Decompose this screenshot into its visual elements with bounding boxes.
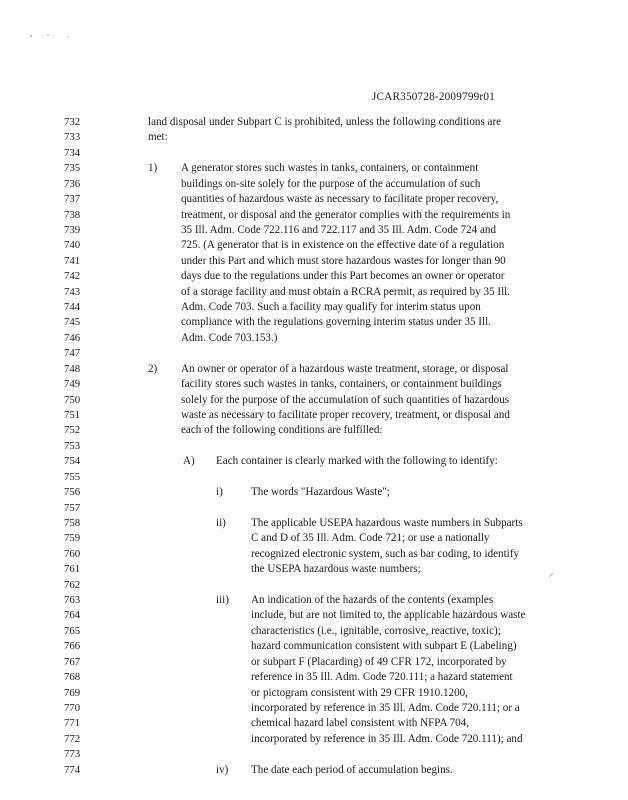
document-line	[0, 687, 628, 700]
line-text: incorporated by reference in 35 Ill. Adm. Code 720.111); and	[251, 732, 523, 745]
list-label: iv)	[216, 763, 229, 776]
line-number: 765	[64, 624, 81, 637]
line-text: the USEPA hazardous waste numbers;	[251, 563, 421, 576]
line-text: 35 Ill. Adm. Code 722.116 and 722.117 and 35 Ill. Adm. Code 724 and	[181, 223, 497, 236]
document-line	[0, 363, 628, 376]
document-line	[0, 625, 628, 638]
document-line	[0, 162, 628, 175]
line-number: 749	[64, 378, 81, 391]
document-line	[0, 579, 628, 592]
line-number: 746	[64, 331, 81, 344]
line-text: The date each period of accumulation begins.	[251, 763, 453, 776]
document-line	[0, 486, 628, 499]
document-id-header: JCAR350728-2009799r01	[372, 91, 495, 103]
line-number: 737	[64, 193, 81, 206]
line-number: 753	[64, 439, 81, 452]
document-line	[0, 733, 628, 746]
document-line	[0, 532, 628, 545]
line-number: 758	[64, 516, 81, 529]
document-line	[0, 440, 628, 453]
line-text: met:	[148, 131, 168, 144]
line-text: each of the following conditions are fulfilled:	[181, 424, 383, 437]
line-number: 745	[64, 316, 81, 329]
list-label: A)	[183, 455, 195, 468]
document-line	[0, 178, 628, 191]
line-number: 759	[64, 532, 81, 545]
document-line	[0, 224, 628, 237]
line-text: or pictogram consistent with 29 CFR 1910.1200,	[251, 686, 468, 699]
document-line	[0, 502, 628, 515]
line-text: incorporated by reference in 35 Ill. Adm. Code 720.111; or a	[251, 701, 520, 714]
document-line	[0, 594, 628, 607]
line-text: Each container is clearly marked with the following to identify:	[216, 455, 498, 468]
line-text: A generator stores such wastes in tanks, containers, or containment	[181, 162, 479, 175]
line-text: treatment, or disposal and the generator complies with the requirements in	[181, 208, 511, 221]
document-line	[0, 394, 628, 407]
line-number: 757	[64, 501, 81, 514]
line-number: 735	[64, 162, 81, 175]
line-number: 768	[64, 671, 81, 684]
line-text: reference in 35 Ill. Adm. Code 720.111; a hazard statement	[251, 671, 513, 684]
document-line	[0, 255, 628, 268]
line-number: 747	[64, 347, 81, 360]
line-number: 740	[64, 239, 81, 252]
line-number: 774	[64, 763, 81, 776]
line-number: 766	[64, 640, 81, 653]
document-line	[0, 116, 628, 129]
line-text: C and D of 35 Ill. Adm. Code 721; or use a nationally	[251, 532, 490, 545]
list-label: ii)	[216, 516, 226, 529]
line-text: recognized electronic system, such as bar coding, to identify	[251, 547, 520, 560]
document-line	[0, 640, 628, 653]
line-text: include, but are not limited to, the applicable hazardous waste	[251, 609, 526, 622]
document-line	[0, 517, 628, 530]
line-number: 772	[64, 732, 81, 745]
document-line	[0, 209, 628, 222]
line-text: chemical hazard label consistent with NFPA 704,	[251, 717, 470, 730]
line-text: days due to the regulations under this Part becomes an owner or operator	[181, 270, 505, 283]
line-text: quantities of hazardous waste as necessary to facilitate proper recovery,	[181, 193, 499, 206]
document-line	[0, 316, 628, 329]
document-line	[0, 702, 628, 715]
line-number: 770	[64, 701, 81, 714]
document-line	[0, 286, 628, 299]
line-number: 760	[64, 547, 81, 560]
line-number: 734	[64, 146, 81, 159]
line-number: 752	[64, 424, 81, 437]
line-text: or subpart F (Placarding) of 49 CFR 172, incorporated by	[251, 655, 507, 668]
document-line	[0, 609, 628, 622]
line-text: characteristics (i.e., ignitable, corrosive, reactive, toxic);	[251, 624, 501, 637]
document-line	[0, 548, 628, 561]
line-text: solely for the purpose of the accumulation of such quantities of hazardous	[181, 393, 510, 406]
list-label: 1)	[148, 162, 158, 175]
line-number: 755	[64, 470, 81, 483]
document-line	[0, 748, 628, 761]
document-line	[0, 193, 628, 206]
line-number: 744	[64, 301, 81, 314]
document-line	[0, 239, 628, 252]
line-text: waste as necessary to facilitate proper recovery, treatment, or disposal and	[181, 408, 510, 421]
document-line	[0, 131, 628, 144]
line-text: Adm. Code 703.153.)	[181, 331, 278, 344]
line-number: 754	[64, 455, 81, 468]
line-number: 773	[64, 748, 81, 761]
line-text: hazard communication consistent with subpart E (Labeling)	[251, 640, 517, 653]
document-line	[0, 563, 628, 576]
line-number: 733	[64, 131, 81, 144]
line-text: under this Part and which must store hazardous wastes for longer than 90	[181, 254, 506, 267]
line-number: 748	[64, 362, 81, 375]
document-line	[0, 717, 628, 730]
line-number: 751	[64, 408, 81, 421]
document-line	[0, 347, 628, 360]
document-line	[0, 455, 628, 468]
line-number: 763	[64, 594, 81, 607]
line-number: 771	[64, 717, 81, 730]
document-line	[0, 764, 628, 777]
document-line	[0, 332, 628, 345]
line-number: 764	[64, 609, 81, 622]
line-number: 739	[64, 223, 81, 236]
line-number: 761	[64, 563, 81, 576]
document-line	[0, 301, 628, 314]
document-line	[0, 409, 628, 422]
list-label: i)	[216, 486, 223, 499]
line-number: 732	[64, 116, 81, 128]
document-line	[0, 378, 628, 391]
line-text: land disposal under Subpart C is prohibited, unless the following conditions are	[148, 116, 502, 128]
list-label: 2)	[148, 362, 158, 375]
line-number: 756	[64, 486, 81, 499]
line-number: 741	[64, 254, 81, 267]
line-number: 736	[64, 177, 81, 190]
line-number: 762	[64, 578, 81, 591]
pen-tick-mark	[548, 572, 554, 578]
document-line	[0, 671, 628, 684]
line-text: An indication of the hazards of the contents (examples	[251, 594, 494, 607]
document-line	[0, 424, 628, 437]
document-line	[0, 471, 628, 484]
line-text: of a storage facility and must obtain a RCRA permit, as required by 35 Ill.	[181, 285, 511, 298]
scan-speck-marks	[28, 30, 88, 40]
line-number: 738	[64, 208, 81, 221]
line-text: buildings on-site solely for the purpose of the accumulation of such	[181, 177, 481, 190]
line-number: 743	[64, 285, 81, 298]
document-line	[0, 656, 628, 669]
line-text: compliance with the regulations governing interim status under 35 Ill.	[181, 316, 491, 329]
line-number: 767	[64, 655, 81, 668]
line-number: 769	[64, 686, 81, 699]
list-label: iii)	[216, 594, 229, 607]
line-number: 742	[64, 270, 81, 283]
line-text: 725. (A generator that is in existence on the effective date of a regulation	[181, 239, 505, 252]
document-line	[0, 147, 628, 160]
document-line	[0, 270, 628, 283]
line-number: 750	[64, 393, 81, 406]
line-text: The words "Hazardous Waste";	[251, 486, 390, 499]
line-text: Adm. Code 703. Such a facility may qualify for interim status upon	[181, 301, 481, 314]
line-text: The applicable USEPA hazardous waste numbers in Subparts	[251, 516, 523, 529]
line-text: facility stores such wastes in tanks, containers, or containment buildings	[181, 378, 502, 391]
line-text: An owner or operator of a hazardous waste treatment, storage, or disposal	[181, 362, 509, 375]
